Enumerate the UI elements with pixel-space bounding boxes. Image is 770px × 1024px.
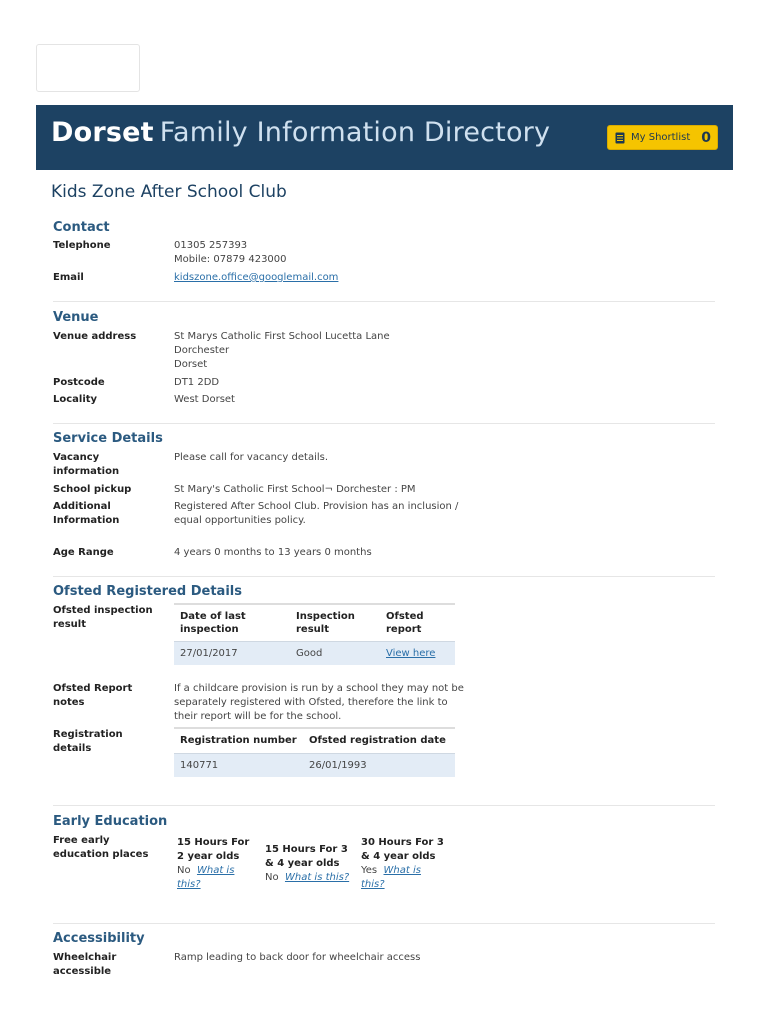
table-header-row: [174, 728, 455, 753]
additional-info-line: equal opportunities policy.: [174, 515, 306, 526]
locality-label: Locality: [53, 394, 98, 405]
locality-value: West Dorset: [174, 394, 235, 405]
header-line: result: [296, 623, 329, 635]
registration-label-line: Registration: [53, 729, 123, 740]
vacancy-value: Please call for vacancy details.: [174, 452, 329, 463]
postcode-label: Postcode: [53, 377, 105, 388]
ofsted-inspection-label-line: result: [53, 619, 86, 630]
ofsted-heading: Ofsted Registered Details: [53, 584, 242, 599]
ofsted-notes-label: [53, 682, 163, 710]
age-range-value: 4 years 0 months to 13 years 0 months: [174, 547, 372, 558]
ofsted-notes-line: If a childcare provision is run by a school they may not be: [174, 683, 464, 694]
wheelchair-label-line: accessible: [53, 966, 112, 977]
email-label: Email: [53, 272, 84, 283]
venue-heading: Venue: [53, 310, 99, 325]
hours-2yo-heading: 2 year olds: [177, 851, 240, 862]
telephone-number: 01305 257393: [174, 240, 248, 251]
registration-details-label: [53, 728, 163, 756]
hours-2yo-value-cont: [177, 878, 257, 892]
hours-30-heading: & 4 year olds: [361, 851, 436, 862]
divider: [53, 423, 715, 424]
what-is-this-link[interactable]: this?: [177, 879, 201, 890]
additional-info-label: [53, 500, 163, 528]
free-early-education-label: [53, 834, 163, 862]
school-pickup-value: St Mary's Catholic First School¬ Dorchester : PM: [174, 484, 416, 495]
col-regnum-header: Registration number: [174, 728, 303, 753]
what-is-this-link[interactable]: What is this?: [284, 872, 350, 883]
wheelchair-label: [53, 951, 163, 979]
venue-section: [53, 310, 715, 420]
wheelchair-value: Ramp leading to back door for wheelchair access: [174, 952, 421, 963]
site-logo[interactable]: [36, 44, 140, 92]
hours-15-answer: No: [265, 872, 279, 883]
contact-heading: Contact: [53, 220, 110, 235]
ofsted-inspection-table: [174, 603, 455, 665]
address-line: Dorset: [174, 359, 208, 370]
ofsted-notes-label-line: Ofsted Report: [53, 683, 133, 694]
hours-3-4yo-30-column: [361, 836, 451, 892]
contact-section: [53, 220, 715, 300]
email-value: [174, 271, 338, 285]
hours-2yo-value: [177, 864, 257, 878]
what-is-this-link[interactable]: What is: [196, 865, 235, 876]
my-shortlist-button[interactable]: [607, 125, 718, 150]
site-header: [36, 105, 733, 170]
free-early-label-line: Free early: [53, 835, 110, 846]
hours-30-answer: Yes: [361, 865, 378, 876]
hours-15-heading: 15 Hours For 3: [265, 844, 348, 855]
col-report-header: [380, 604, 455, 641]
col-date-header: [174, 604, 290, 641]
venue-address-value: [174, 330, 390, 372]
ofsted-report-cell: [380, 641, 455, 665]
header-line: Date of last: [180, 610, 246, 622]
ofsted-notes-value: [174, 682, 464, 724]
service-details-section: [53, 431, 715, 571]
shortlist-count: 0: [701, 129, 711, 146]
additional-info-line: Registered After School Club. Provision has an inclusion /: [174, 501, 459, 512]
site-title-brand: Dorset: [51, 117, 154, 148]
hours-3-4yo-15-column: [265, 843, 357, 885]
mobile-number: Mobile: 07879 423000: [174, 254, 287, 265]
school-pickup-label: School pickup: [53, 484, 132, 495]
shortlist-label: My Shortlist: [631, 132, 691, 143]
divider: [53, 923, 715, 924]
hours-30-value: [361, 864, 451, 878]
hours-30-value-cont: [361, 878, 451, 892]
page-title: Kids Zone After School Club: [51, 182, 287, 202]
header-line: Ofsted: [386, 610, 424, 622]
address-line: St Marys Catholic First School Lucetta Lane: [174, 331, 390, 342]
header-line: report: [386, 623, 422, 635]
registration-date: 26/01/1993: [303, 753, 455, 777]
age-range-label: Age Range: [53, 547, 114, 558]
what-is-this-link[interactable]: What is: [383, 865, 421, 876]
hours-2yo-column: [177, 836, 257, 892]
telephone-value: [174, 239, 287, 267]
ofsted-notes-line: their report will be for the school.: [174, 711, 342, 722]
inspection-result: Good: [290, 641, 380, 665]
view-report-link[interactable]: View here: [386, 647, 436, 659]
telephone-label: Telephone: [53, 240, 111, 251]
site-title-rest: Family Information Directory: [159, 117, 551, 148]
ofsted-notes-line: separately registered with Ofsted, therefore the link to: [174, 697, 448, 708]
accessibility-heading: Accessibility: [53, 931, 145, 946]
ofsted-notes-label-line: notes: [53, 697, 85, 708]
address-line: Dorchester: [174, 345, 230, 356]
early-education-heading: Early Education: [53, 814, 168, 829]
document-icon: [615, 132, 625, 144]
additional-info-value: [174, 500, 458, 528]
registration-number: 140771: [174, 753, 303, 777]
inspection-date: 27/01/2017: [174, 641, 290, 665]
divider: [53, 805, 715, 806]
hours-15-heading: & 4 year olds: [265, 858, 340, 869]
early-education-section: [53, 814, 715, 914]
additional-label-line: Additional: [53, 501, 111, 512]
divider: [53, 301, 715, 302]
table-row: [174, 641, 455, 665]
additional-label-line: Information: [53, 515, 120, 526]
service-details-heading: Service Details: [53, 431, 163, 446]
registration-label-line: details: [53, 743, 92, 754]
email-link[interactable]: kidszone.office@googlemail.com: [174, 272, 339, 283]
header-line: Inspection: [296, 610, 355, 622]
ofsted-inspection-label-line: Ofsted inspection: [53, 605, 153, 616]
registration-table: [174, 727, 455, 777]
col-regdate-header: Ofsted registration date: [303, 728, 455, 753]
ofsted-inspection-label: [53, 604, 163, 632]
postcode-value: DT1 2DD: [174, 377, 220, 388]
table-row: [174, 753, 455, 777]
vacancy-label-line: information: [53, 466, 120, 477]
venue-address-label: Venue address: [53, 331, 137, 342]
table-header-row: [174, 604, 455, 641]
hours-2yo-heading: 15 Hours For: [177, 837, 250, 848]
divider: [53, 576, 715, 577]
free-early-label-line: education places: [53, 849, 149, 860]
what-is-this-link[interactable]: this?: [361, 879, 385, 890]
vacancy-label: [53, 451, 163, 479]
hours-30-heading: 30 Hours For 3: [361, 837, 444, 848]
vacancy-label-line: Vacancy: [53, 452, 100, 463]
site-title[interactable]: [51, 117, 550, 148]
accessibility-section: [53, 931, 715, 991]
header-line: inspection: [180, 623, 239, 635]
col-result-header: [290, 604, 380, 641]
hours-2yo-answer: No: [177, 865, 191, 876]
hours-15-value: [265, 871, 357, 885]
wheelchair-label-line: Wheelchair: [53, 952, 117, 963]
